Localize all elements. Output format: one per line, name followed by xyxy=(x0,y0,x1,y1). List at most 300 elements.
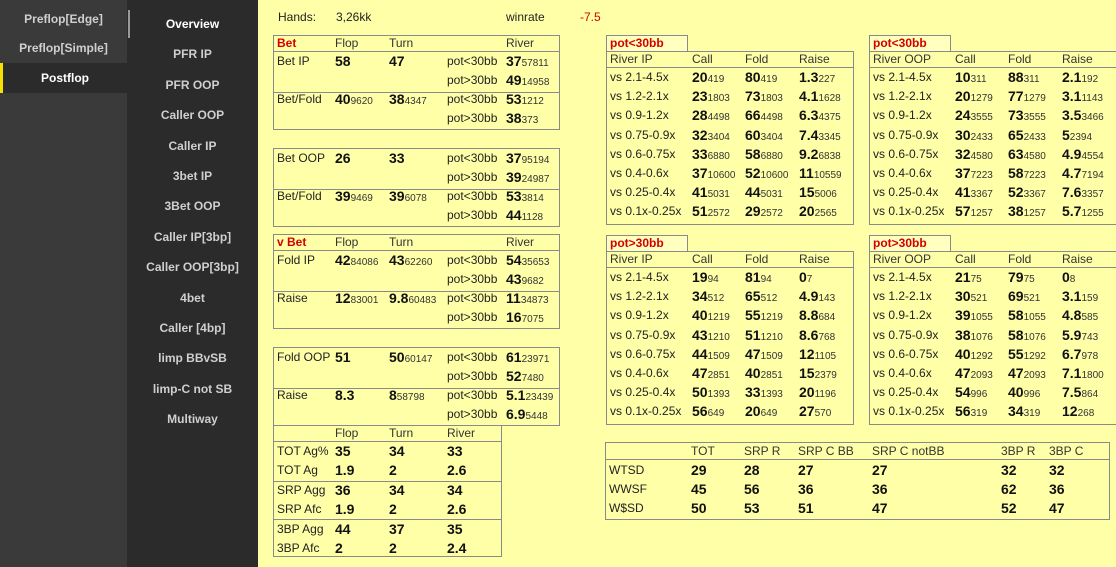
pot_ip_high-row-label: vs 0.25-0.4x xyxy=(610,385,676,400)
pot_ip_high-call-value: 56 xyxy=(692,403,708,420)
pot_ip_low-raise-value: 1.3 xyxy=(799,69,819,85)
pot_ip_high-fold xyxy=(745,307,783,323)
pot_oop_high-fold xyxy=(1008,269,1035,285)
pot_oop_high-fold xyxy=(1008,384,1040,400)
cbet-pot: pot<30bb xyxy=(447,151,498,165)
divider xyxy=(273,519,502,520)
vbet-river-sample: 7480 xyxy=(521,373,544,384)
nav-postflop[interactable]: Postflop xyxy=(0,63,127,93)
pot_oop_high-raise xyxy=(1062,307,1098,323)
vbet-row-label: Fold IP xyxy=(277,253,316,267)
showdown-col: 3BP R xyxy=(1001,444,1036,458)
pot_oop_low-raise-value: 5.7 xyxy=(1062,203,1082,220)
cbet-river-sample: 3814 xyxy=(521,193,544,204)
showdown-value xyxy=(872,462,888,478)
pot_oop_low-raise-value: 4.9 xyxy=(1062,145,1082,162)
pot_oop_low-fold xyxy=(1008,165,1046,181)
cbet-river-value: 37 xyxy=(506,150,522,166)
vbet-river-value: 5.1 xyxy=(506,387,526,403)
pot_ip_low-row-label: vs 0.4-0.6x xyxy=(610,166,669,180)
pot_ip_low-fold-value: 66 xyxy=(745,107,761,124)
pot_oop_high-fold xyxy=(1008,403,1040,419)
pot_ip_low-col-call: Call xyxy=(692,52,713,66)
cbet-col-flop: Flop xyxy=(335,36,359,50)
pot_ip_high-raise-sample: 1196 xyxy=(814,389,837,401)
pot_ip_high-fold-sample: 649 xyxy=(760,408,778,420)
agg-river-value: 2.6 xyxy=(447,462,467,478)
showdown-row-label: WWSF xyxy=(609,482,647,496)
pot_oop_high-fold-sample: 1076 xyxy=(1023,331,1046,343)
cbet-row-label: Bet OOP xyxy=(277,151,326,165)
pot_oop_high-raise-value: 7.1 xyxy=(1062,365,1082,381)
pot_ip_low-fold-sample: 10600 xyxy=(760,170,789,181)
pot_ip_low-call xyxy=(692,88,730,104)
showdown-value xyxy=(1001,500,1017,516)
pot_ip_low-call-sample: 6880 xyxy=(707,150,730,162)
pot_ip_low-row-label: vs 0.6-0.75x xyxy=(610,146,676,161)
pot_oop_high-raise-value: 3.1 xyxy=(1062,288,1082,305)
pot_oop_high-fold xyxy=(1008,327,1046,343)
pot_oop_low-raise-sample: 3466 xyxy=(1081,112,1104,124)
pot_oop_high-row-label: vs 0.9-1.2x xyxy=(873,308,932,323)
showdown-row-label: W$SD xyxy=(609,501,644,515)
pot_oop_high-raise-sample: 585 xyxy=(1081,312,1099,324)
pot_ip_low-call-value: 32 xyxy=(692,126,708,143)
cbet-river-sample: 14958 xyxy=(521,77,550,88)
vbet-turn-sample: 62260 xyxy=(404,257,433,268)
pot_oop_high-call-value: 39 xyxy=(955,307,971,324)
pot_ip_high-call-value: 40 xyxy=(692,307,708,324)
pot_ip_low-fold xyxy=(745,107,783,123)
agg-turn-value: 34 xyxy=(389,482,405,498)
pot_ip_high-call-value: 47 xyxy=(692,365,708,381)
pot_oop_low-row-label: vs 2.1-4.5x xyxy=(873,70,932,84)
cbet-river-value: 53 xyxy=(506,188,522,204)
showdown-value-value: 62 xyxy=(1001,481,1017,497)
pot_oop_low-raise-value: 3.1 xyxy=(1062,88,1082,105)
pot_oop_high-call xyxy=(955,346,993,362)
pot_oop_low-call xyxy=(955,146,993,162)
showdown-col: SRP C notBB xyxy=(872,444,945,458)
vbet-turn xyxy=(389,349,432,365)
pot_oop_high-title: pot>30bb xyxy=(869,235,951,252)
pot_oop_high-col-label: River OOP xyxy=(873,252,932,266)
pot_oop_high-raise-value: 7.5 xyxy=(1062,384,1082,401)
pot_ip_low-call xyxy=(692,69,724,85)
cbet-pot: pot<30bb xyxy=(447,54,498,68)
pot_ip_high-row-label: vs 0.6-0.75x xyxy=(610,346,676,361)
pot_ip_low-row-label: vs 0.1x-0.25x xyxy=(610,204,682,219)
showdown-value xyxy=(798,462,814,478)
pot_ip_high-raise-value: 27 xyxy=(799,403,815,420)
pot_oop_high-raise-value: 0 xyxy=(1062,269,1070,285)
agg-turn-value: 2 xyxy=(389,501,397,517)
subnav-item-caller-ip-3bp[interactable]: Caller IP[3bp] xyxy=(153,229,232,244)
pot_ip_high-fold-value: 33 xyxy=(745,384,761,401)
pot_oop_low-fold-value: 58 xyxy=(1008,165,1024,181)
cbet-flop-value: 39 xyxy=(335,188,351,204)
pot_oop_high-fold xyxy=(1008,365,1046,381)
agg-row-label: TOT Ag xyxy=(277,463,318,477)
pot_ip_high-raise-value: 8.6 xyxy=(799,326,819,343)
agg-flop-value: 35 xyxy=(335,443,351,459)
pot_oop_high-call-value: 47 xyxy=(955,365,971,381)
agg-turn xyxy=(389,482,405,498)
subnav-item-limp-c-not-sb[interactable]: limp-C not SB xyxy=(152,381,233,396)
subnav-item-overview[interactable]: Overview xyxy=(165,17,220,31)
showdown-value-value: 27 xyxy=(872,462,888,478)
pot_ip_low-fold-value: 80 xyxy=(745,69,761,85)
pot_oop_low-fold xyxy=(1008,69,1040,85)
pot_ip_low-raise-sample: 1628 xyxy=(818,93,841,105)
showdown-col: SRP C BB xyxy=(798,444,854,458)
pot_ip_high-call-value: 50 xyxy=(692,384,708,401)
showdown-value xyxy=(798,481,814,497)
pot_oop_high-fold-value: 58 xyxy=(1008,307,1024,324)
pot_ip_low-call-value: 51 xyxy=(692,203,708,220)
pot_oop_low-call xyxy=(955,165,993,181)
pot_oop_high-raise-sample: 1800 xyxy=(1081,370,1104,381)
vbet-title: v Bet xyxy=(277,235,307,249)
vbet-river xyxy=(506,309,544,325)
pot_ip_high-raise-value: 12 xyxy=(799,345,815,362)
pot_ip_high-row-label: vs 2.1-4.5x xyxy=(610,270,669,284)
vbet-flop xyxy=(335,387,354,403)
cbet-river xyxy=(506,110,538,126)
vbet-river xyxy=(506,252,549,268)
vbet-turn-value: 9.8 xyxy=(389,290,409,306)
vbet-river xyxy=(506,387,553,403)
pot_oop_low-raise xyxy=(1062,184,1104,200)
cbet-turn xyxy=(389,188,427,204)
subnav-item-pfr-oop[interactable]: PFR OOP xyxy=(165,77,220,92)
pot_oop_low-call xyxy=(955,184,993,200)
subnav-item-caller-oop-3bp[interactable]: Caller OOP[3bp] xyxy=(146,260,239,275)
subnav-item-pfr-ip[interactable]: PFR IP xyxy=(173,47,212,62)
pot_ip_high-raise-sample: 768 xyxy=(818,331,836,343)
agg-river-value: 34 xyxy=(447,482,463,498)
pot_ip_low-call xyxy=(692,203,730,219)
pot_ip_high-call xyxy=(692,327,730,343)
pot_ip_high-call xyxy=(692,288,724,304)
showdown-value xyxy=(798,500,814,516)
cbet-turn xyxy=(389,53,405,69)
pot_oop_low-call-sample: 1257 xyxy=(970,208,993,220)
showdown-value-value: 47 xyxy=(1049,500,1065,516)
pot_ip_high-raise xyxy=(799,384,836,400)
pot_oop_low-fold xyxy=(1008,127,1046,143)
vbet-row-label: Raise xyxy=(277,388,308,402)
pot_oop_high-col-fold: Fold xyxy=(1008,252,1032,266)
cbet-flop-value: 40 xyxy=(335,91,351,107)
pot_oop_low-call xyxy=(955,69,987,85)
pot_ip_high-title: pot>30bb xyxy=(606,235,688,252)
pot_oop_high-row-label: vs 0.4-0.6x xyxy=(873,366,932,380)
cbet-river-value: 53 xyxy=(506,91,522,107)
pot_oop_high-col-call: Call xyxy=(955,252,976,266)
pot_ip_high-fold xyxy=(745,346,783,362)
agg-turn-value: 37 xyxy=(389,521,405,537)
pot_oop_high-raise-sample: 864 xyxy=(1081,389,1099,401)
showdown-col: TOT xyxy=(691,444,715,458)
cbet-river-sample: 1128 xyxy=(521,212,544,223)
pot_oop_high-call-value: 54 xyxy=(955,384,971,401)
nav-preflop-simple[interactable]: Preflop[Simple] xyxy=(19,41,108,55)
pot_ip_low-raise xyxy=(799,203,837,219)
pot_oop_low-row-label: vs 0.75-0.9x xyxy=(873,127,939,142)
pot_ip_high-fold-sample: 1393 xyxy=(760,389,783,401)
agg-flop xyxy=(335,462,354,478)
pot_ip_low-row-label: vs 1.2-2.1x xyxy=(610,89,669,104)
pot_oop_high-raise xyxy=(1062,269,1075,285)
pot_ip_high-row-label: vs 1.2-2.1x xyxy=(610,289,669,304)
pot_oop_high-call-sample: 996 xyxy=(970,389,988,401)
hands-value: 3,26kk xyxy=(336,10,372,24)
pot_oop_high-call-value: 21 xyxy=(955,269,971,285)
nav-preflop-edge[interactable]: Preflop[Edge] xyxy=(24,12,103,26)
showdown-value xyxy=(1001,462,1017,478)
showdown-value xyxy=(872,500,888,516)
showdown-value xyxy=(1049,481,1065,497)
pot_oop_low-col-call: Call xyxy=(955,52,976,66)
pot_ip_high-call xyxy=(692,403,724,419)
cbet-river xyxy=(506,207,543,223)
vbet-row-label: Fold OOP xyxy=(277,350,331,364)
vbet-river-sample: 34873 xyxy=(520,295,549,306)
agg-turn xyxy=(389,443,405,459)
vbet-turn xyxy=(389,387,425,403)
pot_ip_high-fold xyxy=(745,403,777,419)
cbet-river xyxy=(506,169,549,185)
cbet-river xyxy=(506,91,544,107)
pot_ip_high-raise-value: 4.9 xyxy=(799,288,819,305)
pot_oop_high-call-value: 40 xyxy=(955,345,971,362)
vbet-turn-sample: 60147 xyxy=(404,354,433,365)
subnav-item-multiway[interactable]: Multiway xyxy=(167,412,218,427)
showdown-value-value: 36 xyxy=(798,481,814,497)
pot_oop_low-call-sample: 1279 xyxy=(970,93,993,105)
pot_ip_low-raise-value: 4.1 xyxy=(799,88,819,105)
showdown-value xyxy=(872,481,888,497)
cbet-river xyxy=(506,53,549,69)
agg-river-value: 2.4 xyxy=(447,540,467,556)
pot_ip_low-fold-sample: 2572 xyxy=(760,208,783,220)
pot_ip_low-call-sample: 3404 xyxy=(707,131,730,143)
pot_oop_low-fold-value: 52 xyxy=(1008,184,1024,201)
pot_oop_high-raise-sample: 8 xyxy=(1069,274,1076,285)
pot_ip_high-call xyxy=(692,384,730,400)
pot_oop_high-call xyxy=(955,365,993,381)
vbet-turn xyxy=(389,252,432,268)
agg-col-flop: Flop xyxy=(335,426,359,440)
pot_ip_low-raise-value: 9.2 xyxy=(799,145,819,162)
pot_ip_low-raise-value: 11 xyxy=(799,165,814,181)
pot_oop_high-fold-value: 58 xyxy=(1008,326,1024,343)
cbet-river-value: 39 xyxy=(506,169,522,185)
agg-river-value: 35 xyxy=(447,521,463,537)
pot_oop_low-call-value: 41 xyxy=(955,184,971,201)
vbet-river-sample: 5448 xyxy=(525,411,548,422)
subnav-item-caller-ip[interactable]: Caller IP xyxy=(168,138,217,153)
vbet-flop xyxy=(335,290,378,306)
vbet-pot: pot>30bb xyxy=(447,310,498,324)
vbet-flop-value: 51 xyxy=(335,349,351,365)
pot_ip_low-call xyxy=(692,127,730,143)
pot_oop_low-raise xyxy=(1062,69,1098,85)
pot_ip_high-fold-sample: 1509 xyxy=(760,350,783,362)
pot_oop_low-fold xyxy=(1008,203,1046,219)
vbet-river xyxy=(506,271,544,287)
subnav-item-caller-4bp[interactable]: Caller [4bp] xyxy=(159,321,226,335)
agg-flop-value: 2 xyxy=(335,540,343,556)
pot_ip_high-call-sample: 94 xyxy=(707,274,719,285)
pot_ip_low-call-sample: 1803 xyxy=(707,93,730,105)
agg-river-value: 2.6 xyxy=(447,501,467,517)
pot_ip_low-row-label: vs 0.75-0.9x xyxy=(610,127,676,142)
winrate-label: winrate xyxy=(506,10,545,24)
pot_oop_low-row-label: vs 1.2-2.1x xyxy=(873,89,932,104)
vbet-pot: pot>30bb xyxy=(447,407,498,421)
pot_ip_low-call-sample: 2572 xyxy=(707,208,730,220)
pot_ip_high-call-sample: 1219 xyxy=(707,312,730,324)
pot_ip_high-fold-sample: 1210 xyxy=(760,331,783,343)
pot_oop_low-raise xyxy=(1062,127,1092,143)
pot_ip_low-raise xyxy=(799,165,842,181)
pot_ip_high-raise-value: 8.8 xyxy=(799,307,819,324)
showdown-value-value: 32 xyxy=(1001,462,1017,478)
pot_oop_low-raise xyxy=(1062,88,1103,104)
pot_ip_high-raise-sample: 1105 xyxy=(814,350,837,362)
pot_ip_high-row-label: vs 0.1x-0.25x xyxy=(610,404,682,419)
pot_oop_low-raise-value: 5 xyxy=(1062,126,1070,143)
pot_ip_low-fold-sample: 419 xyxy=(760,74,778,85)
pot_ip_high-fold-sample: 94 xyxy=(760,274,772,285)
pot_ip_low-raise-value: 15 xyxy=(799,184,815,201)
pot_ip_high-fold xyxy=(745,327,783,343)
pot_oop_low-fold-sample: 1257 xyxy=(1023,208,1046,220)
pot_oop_high-fold-sample: 319 xyxy=(1023,408,1041,420)
pot_ip_low-fold xyxy=(745,88,783,104)
pot_oop_high-raise-sample: 268 xyxy=(1077,408,1095,420)
pot_ip_high-call-sample: 2851 xyxy=(707,370,730,381)
pot_ip_high-raise xyxy=(799,365,837,381)
showdown-value xyxy=(691,462,707,478)
subnav-item-caller-oop[interactable]: Caller OOP xyxy=(160,108,225,123)
showdown-row-label: WTSD xyxy=(609,463,645,477)
pot_oop_low-row-label: vs 0.4-0.6x xyxy=(873,166,932,180)
vbet-river-value: 6.9 xyxy=(506,406,526,422)
vbet-pot: pot<30bb xyxy=(447,350,498,364)
pot_oop_high-row-label: vs 1.2-2.1x xyxy=(873,289,932,304)
pot_oop_high-fold-value: 79 xyxy=(1008,269,1024,285)
cbet-pot: pot>30bb xyxy=(447,170,498,184)
stats-panel xyxy=(258,0,1116,567)
pot_oop_low-call-sample: 7223 xyxy=(970,170,993,181)
pot_ip_low-fold-sample: 3404 xyxy=(760,131,783,143)
pot_oop_low-fold-value: 65 xyxy=(1008,126,1024,143)
cbet-pot: pot>30bb xyxy=(447,73,498,87)
pot_ip_high-call-sample: 1509 xyxy=(707,350,730,362)
pot_ip_low-raise-sample: 4375 xyxy=(818,112,841,124)
subnav-item-limp-bbvsb[interactable]: limp BBvSB xyxy=(158,351,227,366)
pot_oop_low-raise-value: 3.5 xyxy=(1062,107,1082,124)
pot_ip_low-call-sample: 10600 xyxy=(707,170,736,181)
pot_oop_high-call-sample: 2093 xyxy=(970,370,993,381)
pot_oop_high-fold-sample: 75 xyxy=(1023,274,1035,285)
agg-row-label: 3BP Agg xyxy=(277,522,324,536)
cbet-turn-sample: 6078 xyxy=(404,193,427,204)
pot_oop_high-row-label: vs 0.75-0.9x xyxy=(873,327,939,342)
showdown-value-value: 52 xyxy=(1001,500,1017,516)
pot_oop_low-raise-sample: 2394 xyxy=(1069,131,1093,143)
pot_ip_high-row-label: vs 0.75-0.9x xyxy=(610,327,676,342)
subnav-item-4bet[interactable]: 4bet xyxy=(180,290,205,305)
agg-row-label: SRP Agg xyxy=(277,483,326,497)
agg-turn xyxy=(389,521,405,537)
winrate-value: -7.5 xyxy=(580,10,601,24)
pot_ip_low-fold xyxy=(745,165,788,181)
cbet-flop xyxy=(335,188,373,204)
cbet-flop-sample: 9620 xyxy=(350,96,373,107)
pot_oop_high-fold xyxy=(1008,288,1040,304)
pot_oop_high-col-raise: Raise xyxy=(1062,252,1093,266)
agg-turn-value: 2 xyxy=(389,462,397,478)
pot_ip_high-raise-value: 20 xyxy=(799,384,815,401)
pot_oop_low-fold-sample: 1279 xyxy=(1023,93,1046,105)
agg-river xyxy=(447,482,463,498)
pot_ip_high-call-value: 34 xyxy=(692,288,708,305)
pot_ip_low-row-label: vs 0.25-0.4x xyxy=(610,185,676,200)
pot_oop_high-call-sample: 1292 xyxy=(970,350,993,362)
agg-row-label: TOT Ag% xyxy=(277,444,329,458)
vbet-river xyxy=(506,406,548,422)
agg-turn-value: 34 xyxy=(389,443,405,459)
pot_oop_high-fold xyxy=(1008,307,1046,323)
cbet-river-sample: 95194 xyxy=(521,155,550,166)
cbet-flop xyxy=(335,53,351,69)
subnav-item-3bet-ip[interactable]: 3bet IP xyxy=(172,169,213,183)
agg-flop-value: 1.9 xyxy=(335,501,355,517)
showdown-value xyxy=(744,462,760,478)
vbet-flop-sample: 84086 xyxy=(350,257,379,268)
pot_oop_low-fold-sample: 4580 xyxy=(1023,150,1046,162)
pot_oop_low-fold-value: 88 xyxy=(1008,69,1024,85)
subnav-item-3bet-oop[interactable]: 3Bet OOP xyxy=(164,199,221,214)
vbet-river xyxy=(506,368,544,384)
pot_oop_low-fold-sample: 3367 xyxy=(1023,189,1046,201)
cbet-turn-sample: 4347 xyxy=(404,96,427,107)
agg-col-river: River xyxy=(447,426,476,440)
cbet-pot: pot<30bb xyxy=(447,92,498,106)
pot_ip_high-fold xyxy=(745,288,777,304)
pot_oop_low-row-label: vs 0.9-1.2x xyxy=(873,108,932,123)
vbet-flop-value: 8.3 xyxy=(335,387,355,403)
showdown-value xyxy=(1049,462,1065,478)
agg-turn-value: 2 xyxy=(389,540,397,556)
pot_ip_low-row-label: vs 0.9-1.2x xyxy=(610,108,669,123)
pot_ip_high-call xyxy=(692,269,719,285)
pot_ip_high-fold xyxy=(745,365,783,381)
pot_ip_high-call-sample: 1210 xyxy=(707,331,730,343)
cbet-turn-value: 39 xyxy=(389,188,405,204)
vbet-turn-sample: 58798 xyxy=(396,392,425,403)
vbet-river xyxy=(506,290,549,306)
pot_oop_low-fold-value: 73 xyxy=(1008,107,1024,124)
pot_ip_low-fold-value: 73 xyxy=(745,88,761,105)
pot_oop_high-raise-value: 5.9 xyxy=(1062,326,1082,343)
pot_oop_high-fold-sample: 521 xyxy=(1023,293,1041,305)
vbet-river-value: 52 xyxy=(506,368,522,384)
